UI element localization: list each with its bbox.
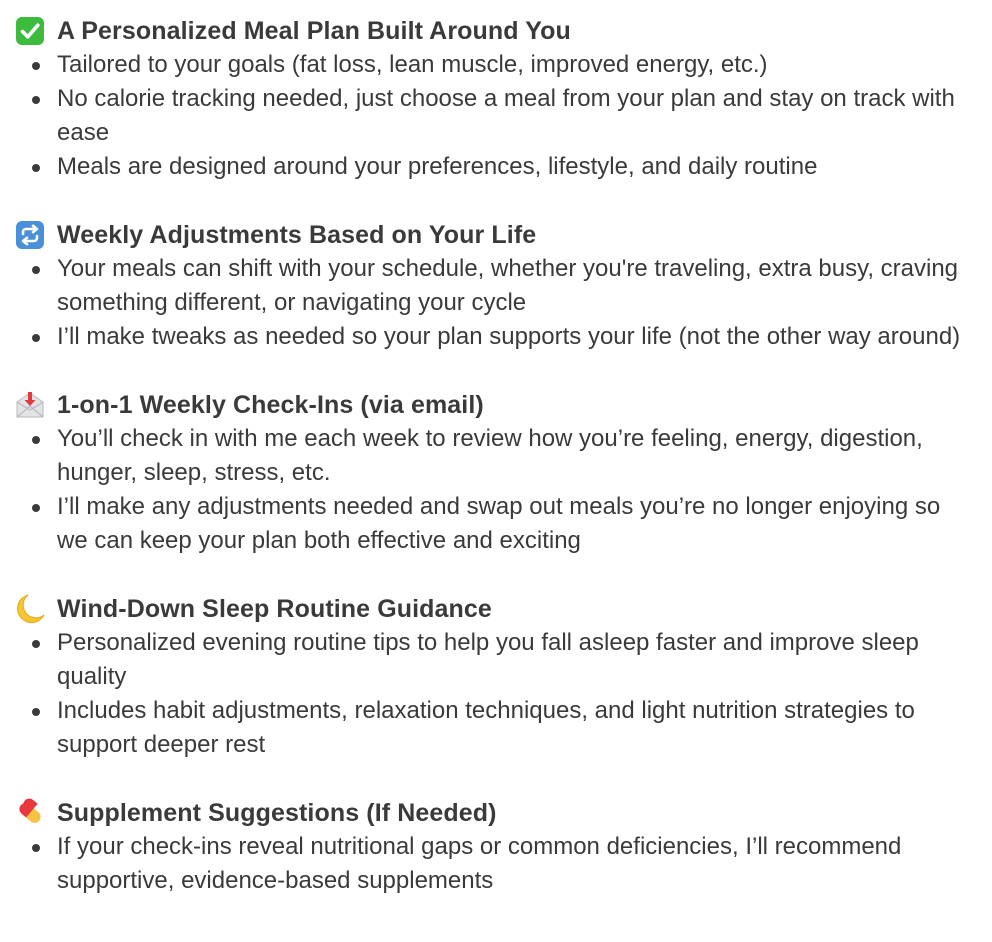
section-title: Wind-Down Sleep Routine Guidance (57, 594, 492, 623)
pill-capsule-icon (14, 797, 46, 829)
section-check-ins (14, 388, 978, 558)
bullet-list (14, 252, 978, 354)
section-title: Weekly Adjustments Based on Your Life (57, 220, 537, 249)
list-item: Tailored to your goals (fat loss, lean muscle, improved energy, etc.) (14, 48, 978, 82)
section-title: 1-on-1 Weekly Check-Ins (via email) (57, 390, 484, 419)
incoming-envelope-icon (14, 389, 46, 421)
section-title: Supplement Suggestions (If Needed) (57, 798, 497, 827)
section-sleep-routine (14, 592, 978, 762)
bullet-list (14, 830, 978, 898)
section-title: A Personalized Meal Plan Built Around You (57, 16, 571, 45)
list-item: If your check-ins reveal nutritional gaps or common deficiencies, I’ll recommend supportive, evidence-based supplements (14, 830, 978, 898)
bullet-list (14, 626, 978, 762)
list-item: Personalized evening routine tips to help you fall asleep faster and improve sleep quality (14, 626, 978, 694)
list-item: Your meals can shift with your schedule, whether you're traveling, extra busy, craving something different, or navigating your cycle (14, 252, 978, 320)
list-item: I’ll make tweaks as needed so your plan supports your life (not the other way around) (14, 320, 978, 354)
check-mark-button-icon (14, 15, 46, 47)
section-heading (14, 218, 978, 252)
section-heading (14, 592, 978, 626)
section-supplements (14, 796, 978, 898)
bullet-list (14, 422, 978, 558)
bullet-list (14, 48, 978, 184)
list-item: No calorie tracking needed, just choose a meal from your plan and stay on track with ease (14, 82, 978, 150)
list-item: You’ll check in with me each week to review how you’re feeling, energy, digestion, hunger, sleep, stress, etc. (14, 422, 978, 490)
section-weekly-adjustments (14, 218, 978, 354)
list-item: Includes habit adjustments, relaxation techniques, and light nutrition strategies to support deeper rest (14, 694, 978, 762)
section-meal-plan (14, 14, 978, 184)
section-heading (14, 796, 978, 830)
list-item: I’ll make any adjustments needed and swap out meals you’re no longer enjoying so we can keep your plan both effective and exciting (14, 490, 978, 558)
list-item: Meals are designed around your preferences, lifestyle, and daily routine (14, 150, 978, 184)
section-heading (14, 388, 978, 422)
repeat-arrows-icon (14, 219, 46, 251)
crescent-moon-icon (14, 593, 46, 625)
section-heading (14, 14, 978, 48)
